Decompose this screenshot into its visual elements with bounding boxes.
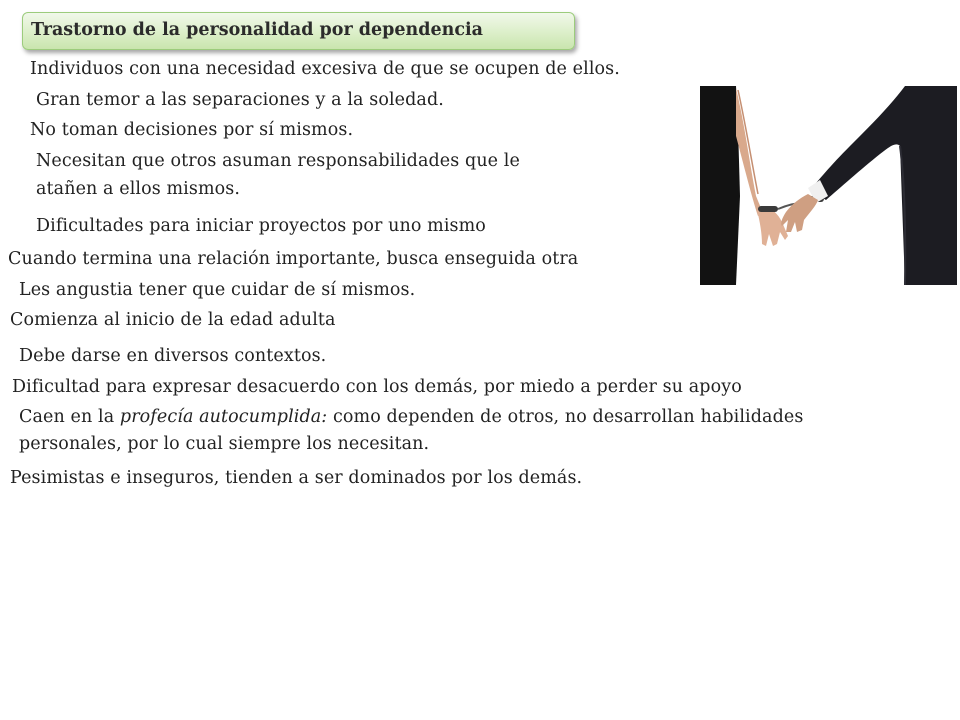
bullet-line: No toman decisiones por sí mismos.	[30, 120, 354, 140]
prophecy-suffix: como dependen de otros, no desarrollan habilidades	[327, 407, 804, 427]
bullet-line: Dificultades para iniciar proyectos por uno mismo	[36, 216, 486, 236]
prophecy-prefix: Caen en la	[19, 407, 120, 427]
prophecy-term: profecía autocumplida:	[119, 407, 328, 427]
title-box	[22, 12, 575, 50]
slide-title: Trastorno de la personalidad por dependencia	[31, 20, 483, 40]
bullet-line: Cuando termina una relación importante, busca enseguida otra	[8, 249, 579, 269]
prophecy-continuation: personales, por lo cual siempre los necesitan.	[19, 434, 430, 454]
bullet-line: Necesitan que otros asuman responsabilidades que le	[36, 151, 520, 171]
bullet-line: atañen a ellos mismos.	[36, 179, 241, 199]
bullet-line: Gran temor a las separaciones y a la soledad.	[36, 90, 444, 110]
handcuffed-couple-photo	[700, 86, 957, 285]
bullet-line: Comienza al inicio de la edad adulta	[10, 310, 336, 330]
bullet-line: Dificultad para expresar desacuerdo con los demás, por miedo a perder su apoyo	[12, 377, 742, 397]
bullet-line: Les angustia tener que cuidar de sí mismos.	[19, 280, 416, 300]
bullet-line: Pesimistas e inseguros, tienden a ser dominados por los demás.	[10, 468, 583, 488]
bullet-line: Individuos con una necesidad excesiva de que se ocupen de ellos.	[30, 59, 620, 79]
bullet-line: Debe darse en diversos contextos.	[19, 346, 327, 366]
prophecy-line	[19, 406, 803, 428]
